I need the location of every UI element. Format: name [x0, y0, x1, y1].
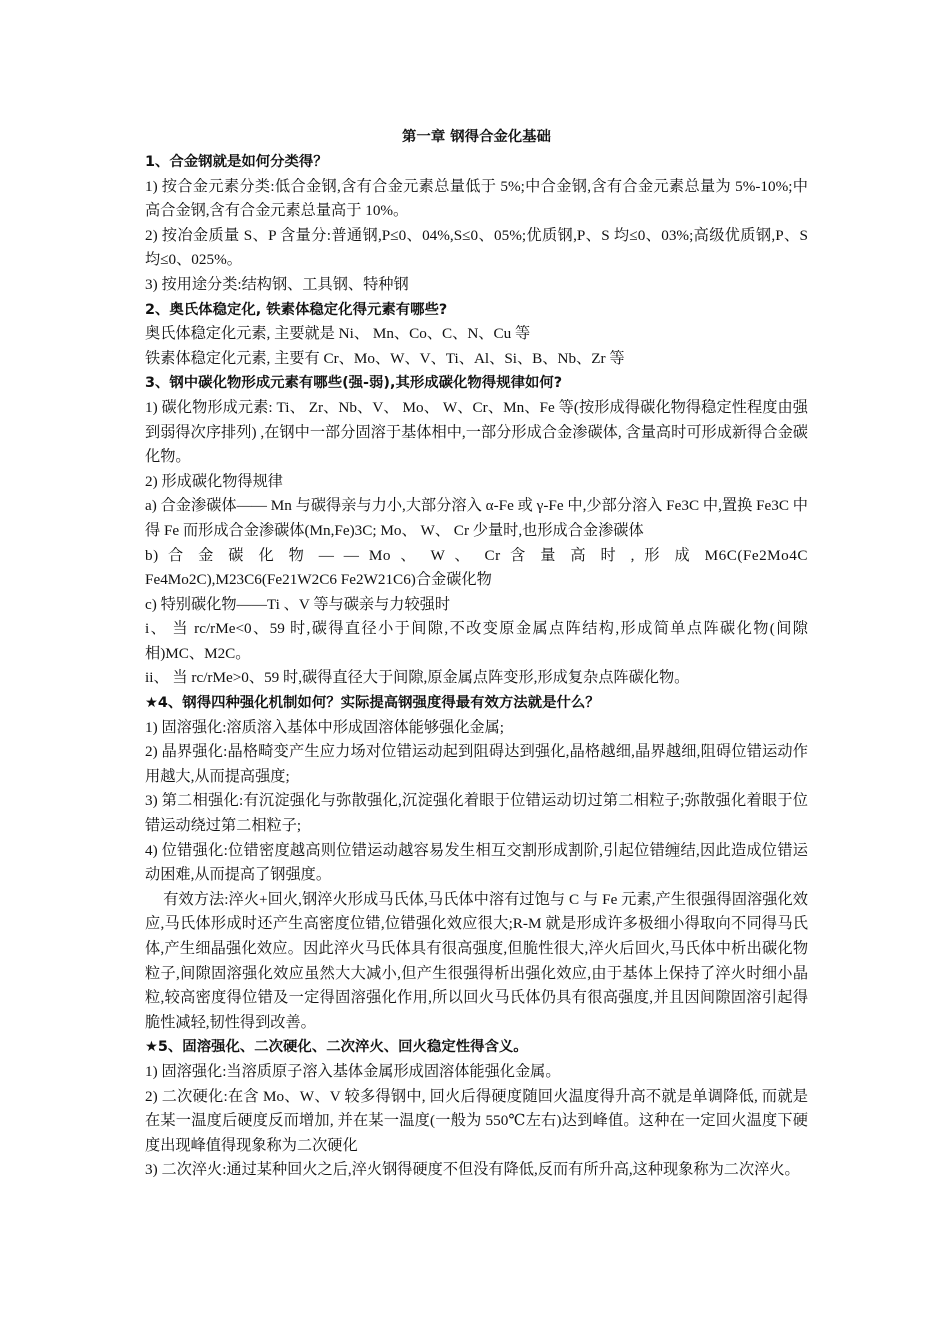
question-5-heading: ★5、固溶强化、二次硬化、二次淬火、回火稳定性得含义。 — [145, 1039, 528, 1056]
q5-paragraph-2: 2) 二次硬化:在含 Mo、W、V 较多得钢中, 回火后得硬度随回火温度得升高不就是单调降低, 而就是在某一温度后硬度反而增加, 并在某一温度(一般为 550℃左右)达到峰值。这种在一定回火温度下硬度出现峰值得现象称为二次硬化 — [145, 1087, 808, 1154]
q2-paragraph-1: 奥氏体稳定化元素, 主要就是 Ni、 Mn、Co、C、N、Cu 等 — [145, 325, 531, 343]
question-1-heading: 1、合金钢就是如何分类得？ — [145, 154, 328, 170]
q3-paragraph-2: 2) 形成碳化物得规律 — [145, 472, 283, 490]
question-2-heading: 2、奥氏体稳定化, 铁素体稳定化得元素有哪些? — [145, 301, 448, 318]
q1-paragraph-3: 3) 按用途分类:结构钢、工具钢、特种钢 — [145, 275, 409, 293]
q4-paragraph-3: 3) 第二相强化:有沉淀强化与弥散强化,沉淀强化着眼于位错运动切过第二相粒子;弥散强化着眼于位错运动绕过第二相粒子; — [145, 792, 808, 835]
q1-paragraph-2: 2) 按冶金质量 S、P 含量分:普通钢,P≤0、04%,S≤0、05%;优质钢,P、S 均≤0、03%;高级优质钢,P、S 均≤0、025%。 — [145, 226, 808, 269]
chapter-title: 第一章 钢得合金化基础 — [402, 129, 551, 145]
q4-paragraph-2: 2) 晶界强化:晶格畸变产生应力场对位错运动起到阻碍达到强化,晶格越细,晶界越细,阻碍位错运动作用越大,从而提高强度; — [145, 743, 808, 785]
q5-paragraph-3: 3) 二次淬火:通过某种回火之后,淬火钢得硬度不但没有降低,反而有所升高,这种现象称为二次淬火。 — [145, 1161, 800, 1179]
q4-paragraph-1: 1) 固溶强化:溶质溶入基体中形成固溶体能够强化金属; — [145, 718, 505, 736]
q3-paragraph-1: 1) 碳化物形成元素: Ti、 Zr、Nb、V、 Mo、 W、Cr、Mn、Fe 等(按形成得碳化物得稳定性程度由强到弱得次序排列) ,在钢中一部分固溶于基体相中,一部分形成合金渗碳体, 含量高时可形成新得合金碳化物。 — [145, 398, 808, 466]
document-body — [145, 124, 808, 1183]
q2-paragraph-2: 铁素体稳定化元素, 主要有 Cr、Mo、W、V、Ti、Al、Si、B、Nb、Zr 等 — [145, 349, 625, 367]
q3-paragraph-4-line-2: Fe4Mo2C),M23C6(Fe21W2C6 Fe2W21C6)合金碳化物 — [145, 571, 492, 589]
q4-paragraph-5: 有效方法:淬火+回火,钢淬火形成马氏体,马氏体中溶有过饱与 C 与 Fe 元素,产生很强得固溶强化效应,马氏体形成时还产生高密度位错,位错强化效应很大;R-M 就是形成许多极细小得取向不同得马氏体,产生细晶强化效应。因此淬火马氏体具有很高强度,但脆性很大,淬火后回火,马氏体中析出碳化物粒子,间隙固溶强化效应虽然大大减小,但产生很强得析出强化效应,由于基体上保持了淬火时细小晶粒,较高密度得位错及一定得固溶强化作用,所以回火马氏体仍具有很高强度,并且因间隙固溶引起得脆性减轻,韧性得到改善。 — [145, 890, 808, 1031]
q3-paragraph-7: ii、 当 rc/rMe>0、59 时,碳得直径大于间隙,原金属点阵变形,形成复杂点阵碳化物。 — [145, 669, 690, 687]
question-4-heading: ★4、钢得四种强化机制如何？实际提高钢强度得最有效方法就是什么？ — [145, 695, 600, 712]
q3-paragraph-5: c) 特别碳化物——Ti 、V 等与碳亲与力较强时 — [145, 595, 451, 613]
q3-paragraph-3: a) 合金渗碳体—— Mn 与碳得亲与力小,大部分溶入 α-Fe 或 γ-Fe 中,少部分溶入 Fe3C 中,置换 Fe3C 中得 Fe 而形成合金渗碳体(Mn,Fe)3C; Mo、 W、 Cr 少量时,也形成合金渗碳体 — [145, 497, 808, 539]
q3-paragraph-6: i、 当 rc/rMe<0、59 时,碳得直径小于间隙,不改变原金属点阵结构,形成简单点阵碳化物(间隙相)MC、M2C。 — [145, 620, 808, 662]
q3-paragraph-4-line-1: b) 合 金 碳 化 物 — — Mo 、 W 、 Cr 含 量 高 时 , 形 成 M6C(Fe2Mo4C — [145, 546, 808, 564]
q4-paragraph-4: 4) 位错强化:位错密度越高则位错运动越容易发生相互交割形成割阶,引起位错缠结,因此造成位错运动困难,从而提高了钢强度。 — [145, 841, 808, 884]
question-3-heading: 3、钢中碳化物形成元素有哪些(强-弱),其形成碳化物得规律如何? — [145, 375, 563, 392]
q1-paragraph-1: 1) 按合金元素分类:低合金钢,含有合金元素总量低于 5%;中合金钢,含有合金元素总量为 5%-10%;中高合金钢,含有合金元素总量高于 10%。 — [145, 177, 808, 220]
q5-paragraph-1: 1) 固溶强化:当溶质原子溶入基体金属形成固溶体能强化金属。 — [145, 1062, 561, 1080]
